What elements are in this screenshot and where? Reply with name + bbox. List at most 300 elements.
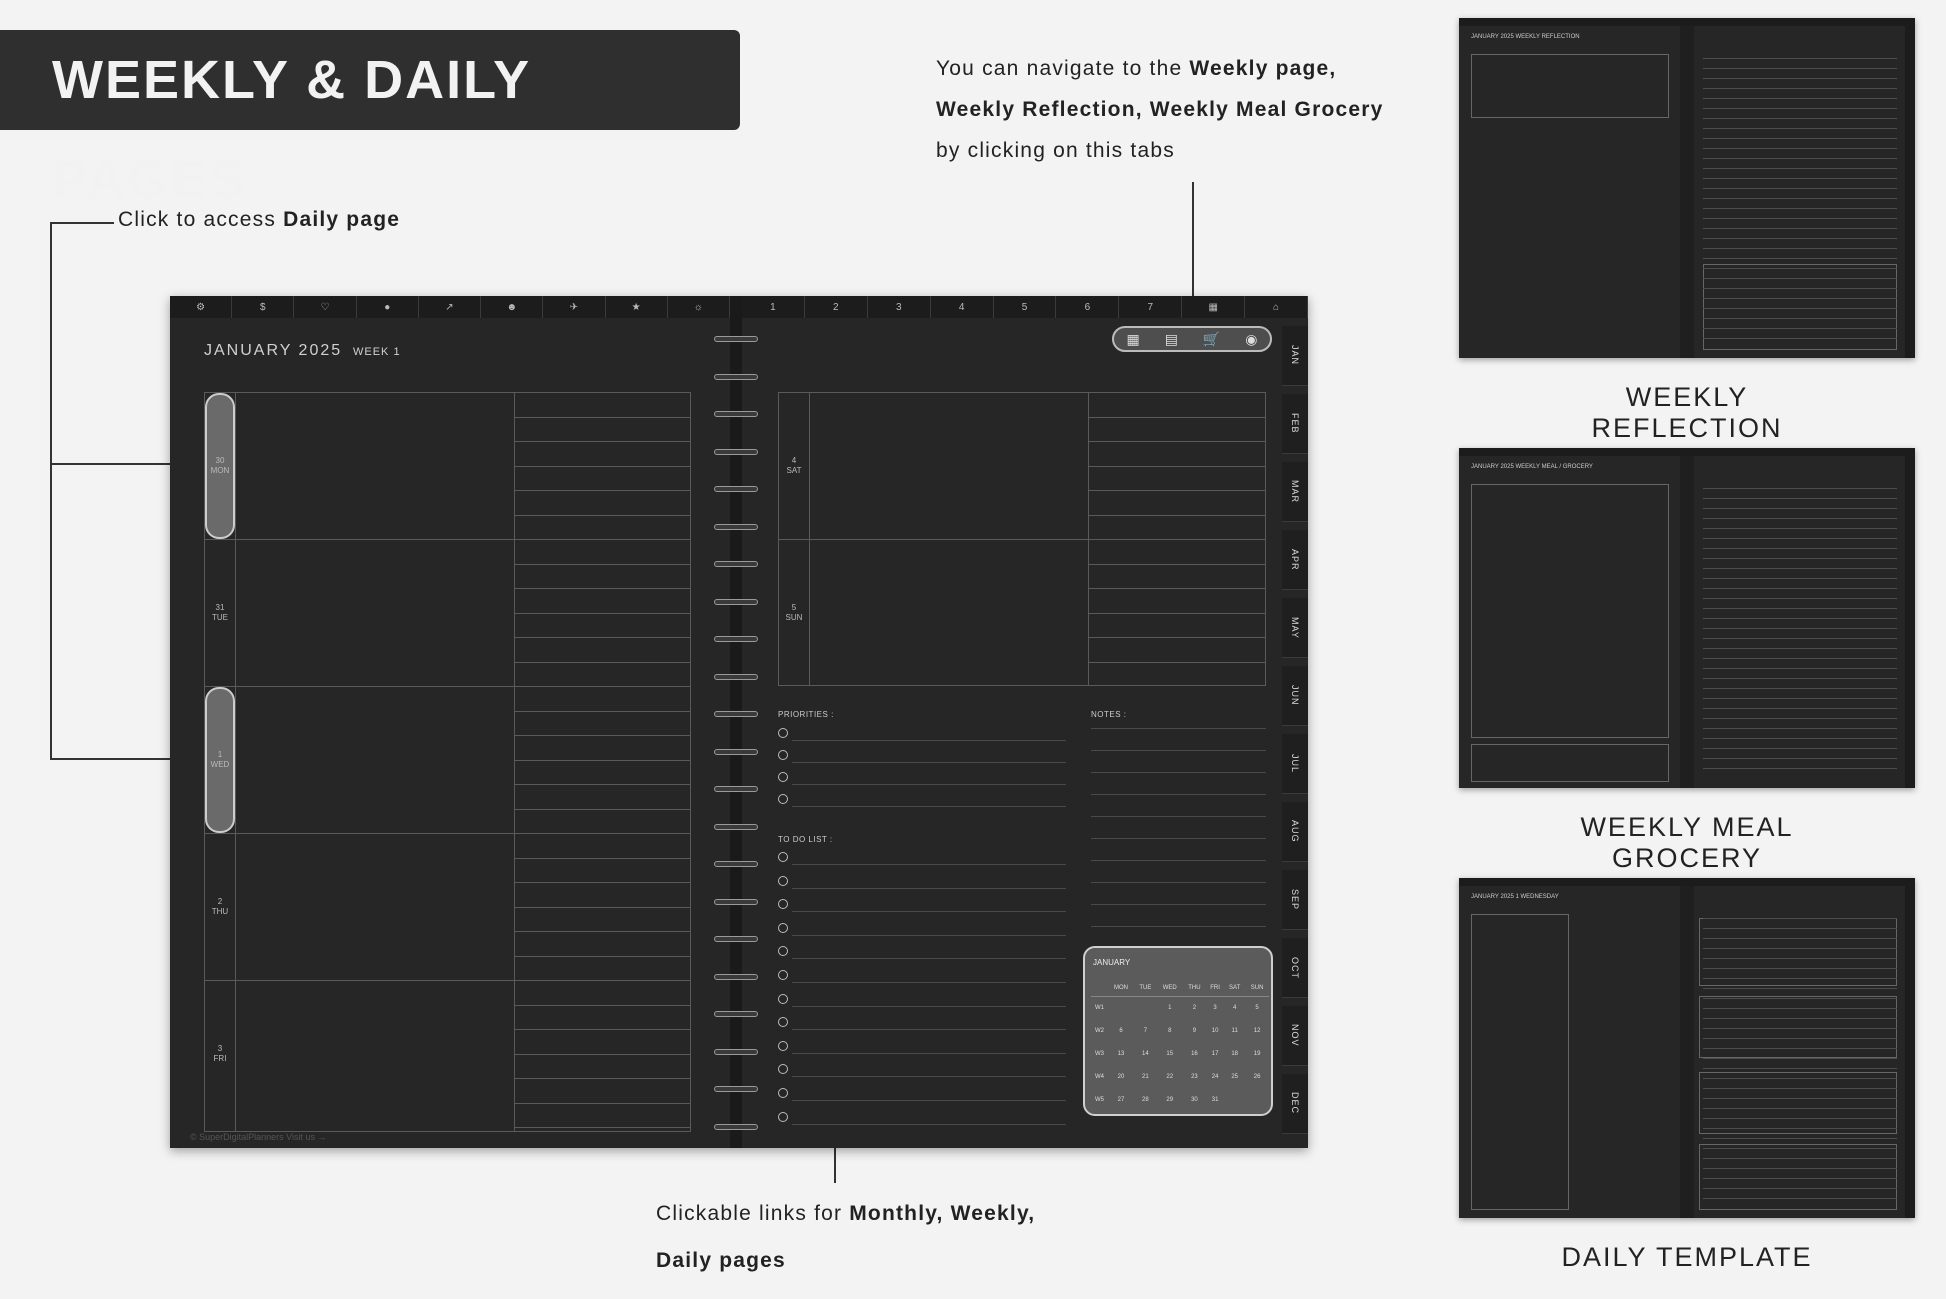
- note-line: [1088, 539, 1266, 540]
- thumb-line: [1703, 968, 1897, 969]
- thumb-daily-template[interactable]: [1459, 878, 1915, 1218]
- links-note-line1: Clickable links for: [656, 1202, 850, 1225]
- thumb-line: [1703, 108, 1897, 109]
- note-line: [514, 588, 691, 589]
- note-line: [1088, 613, 1266, 614]
- month-tab-jul[interactable]: JUL: [1282, 734, 1308, 794]
- note-line: [514, 833, 691, 834]
- month-tab-oct[interactable]: OCT: [1282, 938, 1308, 998]
- thumb-line: [1703, 58, 1897, 59]
- todo-checkbox: [778, 899, 788, 909]
- header-month: JANUARY 2025: [204, 342, 343, 359]
- calendar-day-link[interactable]: 13: [1117, 1050, 1125, 1057]
- month-tab-feb[interactable]: FEB: [1282, 394, 1308, 454]
- head-icon[interactable]: ☻: [481, 296, 543, 318]
- thumb-daily-title: JANUARY 2025 1 WEDNESDAY: [1471, 894, 1559, 900]
- calendar-week-link[interactable]: W3: [1094, 1050, 1104, 1057]
- thumb-line: [1703, 918, 1897, 919]
- day-label-5[interactable]: 5 SUN: [785, 603, 803, 622]
- daily-page-note: [118, 208, 400, 232]
- binder-ring: [714, 374, 758, 380]
- notes-line: [1091, 904, 1266, 905]
- binder-ring: [714, 636, 758, 642]
- weekly-reflection-icon[interactable]: ▤: [1164, 330, 1178, 347]
- week-day-tabs-bar: [742, 296, 1308, 318]
- month-tab-jan[interactable]: JAN: [1282, 326, 1308, 386]
- mini-calendar-table: [1091, 980, 1269, 1111]
- thumb-line: [1703, 568, 1897, 569]
- priority-checkbox: [778, 750, 788, 760]
- label-weekly-meal-grocery: WEEKLY MEAL GROCERY: [1580, 812, 1794, 873]
- priority-line: [792, 762, 1066, 763]
- thumb-line: [1703, 88, 1897, 89]
- todo-checkbox: [778, 1017, 788, 1027]
- note-line: [514, 686, 691, 687]
- thumb-line: [1703, 498, 1897, 499]
- thumb-line: [1703, 1158, 1897, 1159]
- todo-line: [792, 982, 1066, 983]
- daily-note-text: Click to access: [118, 208, 284, 231]
- thumb-line: [1703, 68, 1897, 69]
- note-line: [514, 1005, 691, 1006]
- calendar-weekday-header: [1091, 980, 1108, 996]
- thumb-line: [1703, 1078, 1897, 1079]
- notes-line: [1091, 750, 1266, 751]
- notes-line: [1091, 816, 1266, 817]
- note-line: [514, 931, 691, 932]
- calendar-day-link[interactable]: 8: [1168, 1027, 1172, 1034]
- thumb-line: [1703, 1178, 1897, 1179]
- category-tabs-bar: [170, 296, 730, 318]
- note-line: [1088, 466, 1266, 467]
- thumb-line: [1703, 638, 1897, 639]
- calendar-day-link[interactable]: 5: [1255, 1004, 1259, 1011]
- thumb-reflection-title: JANUARY 2025 WEEKLY REFLECTION: [1471, 34, 1580, 40]
- priority-checkbox: [778, 772, 788, 782]
- binder-ring: [714, 486, 758, 492]
- calendar-day-link: [1134, 996, 1157, 1019]
- thumb-line: [1703, 238, 1897, 239]
- thumb-meal-title: JANUARY 2025 WEEKLY MEAL / GROCERY: [1471, 464, 1593, 470]
- thumb-line: [1703, 978, 1897, 979]
- page-title: WEEKLY & DAILY PAGES: [0, 30, 740, 130]
- note-line: [1088, 417, 1266, 418]
- month-tab-jun[interactable]: JUN: [1282, 666, 1308, 726]
- thumb-line: [1703, 1188, 1897, 1189]
- note-line: [514, 956, 691, 957]
- day-label-30[interactable]: 30 MON: [210, 456, 230, 475]
- thumb-line: [1703, 618, 1897, 619]
- weekly-page-icon[interactable]: ▦: [1126, 330, 1140, 347]
- calendar-week-link[interactable]: W5: [1094, 1096, 1104, 1103]
- binder-ring: [714, 974, 758, 980]
- note-line: [514, 1103, 691, 1104]
- month-tab-nov[interactable]: NOV: [1282, 1006, 1308, 1066]
- runner-icon[interactable]: ★: [606, 296, 668, 318]
- calendar-day-link[interactable]: 20: [1117, 1073, 1125, 1080]
- thumb-line: [1703, 1138, 1897, 1139]
- calendar-icon[interactable]: ▦: [1182, 296, 1245, 318]
- note-line: [514, 466, 691, 467]
- note-line: [514, 613, 691, 614]
- thumb-line: [1703, 98, 1897, 99]
- note-line: [514, 662, 691, 663]
- thumb-line: [1703, 288, 1897, 289]
- thumb-line: [1703, 138, 1897, 139]
- links-note-bold2: Daily pages: [656, 1249, 786, 1272]
- note-line: [1088, 515, 1266, 516]
- label-daily-template: DAILY TEMPLATE: [1561, 1242, 1813, 1272]
- thumb-line: [1703, 168, 1897, 169]
- day-tab-3[interactable]: 3: [868, 296, 931, 318]
- note-line: [514, 784, 691, 785]
- calendar-day-link[interactable]: 28: [1142, 1096, 1149, 1103]
- calendar-week-link[interactable]: W2: [1094, 1027, 1104, 1034]
- thumb-line: [1703, 218, 1897, 219]
- thumb-line: [1703, 598, 1897, 599]
- calendar-day-link[interactable]: 6: [1119, 1027, 1123, 1034]
- thumb-line: [1703, 628, 1897, 629]
- calendar-day-link: [1224, 1088, 1245, 1111]
- home-icon[interactable]: ⌂: [1245, 296, 1308, 318]
- thumb-line: [1703, 328, 1897, 329]
- note-line: [514, 980, 691, 981]
- binder-ring: [714, 599, 758, 605]
- connector-line: [50, 222, 114, 224]
- todo-line: [792, 1053, 1066, 1054]
- todo-line: [792, 911, 1066, 912]
- thumb-line: [1703, 78, 1897, 79]
- thumb-line: [1703, 1118, 1897, 1119]
- binder-ring: [714, 1086, 758, 1092]
- calendar-day-link[interactable]: 25: [1231, 1073, 1239, 1080]
- calendar-day-link[interactable]: 26: [1253, 1073, 1261, 1080]
- thumb-line: [1703, 678, 1897, 679]
- thumb-line: [1703, 728, 1897, 729]
- notes-line: [1091, 882, 1266, 883]
- note-line: [514, 1029, 691, 1030]
- calendar-day-link[interactable]: 18: [1231, 1050, 1239, 1057]
- todo-line: [792, 864, 1066, 865]
- calendar-day-link[interactable]: 12: [1253, 1027, 1261, 1034]
- thumb-line: [1703, 648, 1897, 649]
- thumb-line: [1703, 508, 1897, 509]
- binder-ring: [714, 824, 758, 830]
- dumbbell-icon[interactable]: ⚙: [170, 296, 232, 318]
- notes-line: [1091, 860, 1266, 861]
- thumb-line: [1703, 158, 1897, 159]
- month-tab-mar[interactable]: MAR: [1282, 462, 1308, 522]
- todo-line: [792, 1006, 1066, 1007]
- day-tab-6[interactable]: 6: [1056, 296, 1119, 318]
- thumb-line: [1703, 528, 1897, 529]
- page-nav-tabs: [1112, 326, 1272, 352]
- day-tab-4[interactable]: 4: [931, 296, 994, 318]
- binder-ring: [714, 1049, 758, 1055]
- thumb-line: [1703, 1098, 1897, 1099]
- week-grid-left: [204, 392, 691, 1132]
- thumb-line: [1703, 268, 1897, 269]
- month-tab-sep[interactable]: SEP: [1282, 870, 1308, 930]
- calendar-weekday-header: MON: [1108, 980, 1134, 996]
- thumb-line: [1703, 1018, 1897, 1019]
- thumb-line: [1703, 928, 1897, 929]
- thumb-line: [1703, 768, 1897, 769]
- day-label-1[interactable]: 1 WED: [210, 750, 230, 769]
- thumb-weekly-meal[interactable]: [1459, 448, 1915, 788]
- calendar-day-link[interactable]: 24: [1211, 1073, 1219, 1080]
- calendar-day-link[interactable]: 19: [1253, 1050, 1261, 1057]
- thumb-line: [1703, 658, 1897, 659]
- planner-spread: [170, 296, 1308, 1148]
- thumb-line: [1703, 1068, 1897, 1069]
- todo-line: [792, 935, 1066, 936]
- day-tab-7[interactable]: 7: [1119, 296, 1182, 318]
- day-label-4[interactable]: 4 SAT: [786, 456, 802, 475]
- thumb-line: [1703, 988, 1897, 989]
- thumb-line: [1703, 228, 1897, 229]
- thumb-line: [1703, 248, 1897, 249]
- priority-checkbox: [778, 728, 788, 738]
- calendar-day-link[interactable]: 21: [1142, 1073, 1149, 1080]
- todo-checkbox: [778, 970, 788, 980]
- note-line: [1088, 588, 1266, 589]
- todo-line: [792, 1029, 1066, 1030]
- todo-line: [792, 1100, 1066, 1101]
- calendar-weekday-header: WED: [1157, 980, 1183, 996]
- footer-credit[interactable]: © SuperDigitalPlanners Visit us →: [190, 1132, 327, 1142]
- binder-ring: [714, 524, 758, 530]
- thumb-line: [1703, 758, 1897, 759]
- calendar-day-link[interactable]: 2: [1192, 1004, 1197, 1011]
- thumb-line: [1703, 1198, 1897, 1199]
- priority-checkbox: [778, 794, 788, 804]
- thumb-line: [1703, 308, 1897, 309]
- priorities-label: PRIORITIES :: [778, 710, 834, 719]
- todo-label: TO DO LIST :: [778, 835, 833, 844]
- thumb-line: [1703, 1128, 1897, 1129]
- calendar-day-link[interactable]: 17: [1211, 1050, 1219, 1057]
- note-line: [514, 564, 691, 565]
- notes-label: NOTES :: [1091, 710, 1127, 719]
- todo-line: [792, 1076, 1066, 1077]
- heart-icon[interactable]: ♡: [294, 296, 356, 318]
- thumb-line: [1703, 1048, 1897, 1049]
- calendar-day-link[interactable]: 30: [1191, 1096, 1198, 1103]
- todo-checkbox: [778, 946, 788, 956]
- todo-checkbox: [778, 1041, 788, 1051]
- month-tab-aug[interactable]: AUG: [1282, 802, 1308, 862]
- thumb-line: [1703, 258, 1897, 259]
- notes-line: [1091, 838, 1266, 839]
- note-line: [514, 858, 691, 859]
- thumb-line: [1703, 958, 1897, 959]
- calendar-day-link[interactable]: 7: [1143, 1027, 1148, 1034]
- calendar-weekday-header: SAT: [1224, 980, 1245, 996]
- calendar-day-link[interactable]: 22: [1166, 1073, 1174, 1080]
- day-tab-5[interactable]: 5: [994, 296, 1057, 318]
- daily-note-bold: Daily page: [283, 208, 401, 231]
- thumb-line: [1703, 118, 1897, 119]
- calendar-day-link[interactable]: 15: [1166, 1050, 1174, 1057]
- thumb-line: [1703, 948, 1897, 949]
- thumb-line: [1703, 488, 1897, 489]
- thumb-line: [1703, 588, 1897, 589]
- note-line: [514, 441, 691, 442]
- calendar-weekday-header: THU: [1183, 980, 1206, 996]
- month-tab-dec[interactable]: DEC: [1282, 1074, 1308, 1134]
- thumb-line: [1703, 548, 1897, 549]
- calendar-weekday-header: SUN: [1245, 980, 1269, 996]
- links-note: [656, 1190, 1035, 1284]
- calendar-day-link[interactable]: 11: [1231, 1027, 1238, 1034]
- links-note-bold1: Monthly, Weekly,: [849, 1202, 1036, 1225]
- todo-checkbox: [778, 852, 788, 862]
- plane-icon[interactable]: ✈: [543, 296, 605, 318]
- binder-ring: [714, 1011, 758, 1017]
- calendar-day-link[interactable]: 3: [1213, 1004, 1217, 1011]
- tabs-note-line3: by clicking on this tabs: [936, 139, 1175, 162]
- connector-line: [50, 222, 52, 760]
- thumb-line: [1703, 938, 1897, 939]
- note-line: [514, 539, 691, 540]
- thumb-line: [1703, 578, 1897, 579]
- thumb-line: [1703, 188, 1897, 189]
- calendar-day-link[interactable]: 27: [1117, 1096, 1125, 1103]
- binder-ring: [714, 561, 758, 567]
- thumb-line: [1703, 1008, 1897, 1009]
- binder-ring: [714, 711, 758, 717]
- thumb-line: [1703, 538, 1897, 539]
- chart-icon[interactable]: ↗: [419, 296, 481, 318]
- thumb-line: [1703, 688, 1897, 689]
- todo-line: [792, 958, 1066, 959]
- calendar-day-link: [1108, 996, 1134, 1019]
- todo-line: [792, 888, 1066, 889]
- month-tab-may[interactable]: MAY: [1282, 598, 1308, 658]
- todo-checkbox: [778, 1064, 788, 1074]
- thumb-line: [1703, 1108, 1897, 1109]
- thumb-line: [1703, 718, 1897, 719]
- thumb-line: [1703, 738, 1897, 739]
- notes-line: [1091, 772, 1266, 773]
- todo-checkbox: [778, 923, 788, 933]
- note-line: [514, 907, 691, 908]
- note-line: [514, 882, 691, 883]
- binder-ring: [714, 1124, 758, 1130]
- thumb-line: [1703, 128, 1897, 129]
- binder-ring: [714, 749, 758, 755]
- note-line: [1088, 441, 1266, 442]
- calendar-day-link[interactable]: 16: [1191, 1050, 1198, 1057]
- binder-ring: [714, 449, 758, 455]
- day-label-31[interactable]: 31 TUE: [212, 603, 228, 622]
- month-tab-apr[interactable]: APR: [1282, 530, 1308, 590]
- note-line: [514, 735, 691, 736]
- calendar-day-link[interactable]: 14: [1142, 1050, 1149, 1057]
- day-tab-1[interactable]: 1: [742, 296, 805, 318]
- thumb-line: [1703, 748, 1897, 749]
- notes-line: [1091, 728, 1266, 729]
- money-icon[interactable]: $: [232, 296, 294, 318]
- tabs-note-line1-bold: Weekly page,: [1189, 57, 1337, 80]
- apple-icon[interactable]: ●: [357, 296, 419, 318]
- thumb-line: [1703, 178, 1897, 179]
- calendar-day-link[interactable]: 23: [1191, 1073, 1198, 1080]
- meal-icon[interactable]: ◉: [1245, 330, 1258, 347]
- calendar-day-link[interactable]: 29: [1166, 1096, 1174, 1103]
- thumb-line: [1703, 278, 1897, 279]
- calendar-weekday-header: TUE: [1134, 980, 1157, 996]
- thumb-line: [1703, 198, 1897, 199]
- day-label-2[interactable]: 2 THU: [211, 897, 229, 916]
- note-line: [514, 809, 691, 810]
- todo-checkbox: [778, 1088, 788, 1098]
- thumb-line: [1703, 1028, 1897, 1029]
- calendar-day-link: [1245, 1088, 1269, 1111]
- thumb-line: [1703, 148, 1897, 149]
- mini-calendar-title: JANUARY: [1093, 958, 1131, 967]
- binder-ring: [714, 336, 758, 342]
- calendar-week-link[interactable]: W1: [1094, 1004, 1104, 1011]
- grocery-cart-icon[interactable]: 🛒: [1202, 330, 1221, 347]
- note-line: [514, 417, 691, 418]
- binder-ring: [714, 674, 758, 680]
- thumb-line: [1703, 608, 1897, 609]
- thumb-line: [1703, 708, 1897, 709]
- note-line: [514, 760, 691, 761]
- todo-line: [792, 1124, 1066, 1125]
- note-line: [514, 490, 691, 491]
- calendar-day-link[interactable]: 10: [1211, 1027, 1219, 1034]
- calendar-day-link[interactable]: 1: [1168, 1004, 1172, 1011]
- binder-ring: [714, 861, 758, 867]
- note-line: [514, 711, 691, 712]
- priority-line: [792, 784, 1066, 785]
- note-line: [1088, 662, 1266, 663]
- priority-line: [792, 806, 1066, 807]
- calendar-day-link[interactable]: 4: [1233, 1004, 1237, 1011]
- thumb-line: [1703, 208, 1897, 209]
- priority-line: [792, 740, 1066, 741]
- binder-ring: [714, 411, 758, 417]
- tabs-note: [936, 48, 1384, 171]
- sun-icon[interactable]: ☼: [668, 296, 730, 318]
- thumb-line: [1703, 338, 1897, 339]
- calendar-day-link[interactable]: 31: [1211, 1096, 1219, 1103]
- note-line: [514, 1078, 691, 1079]
- binder-ring: [714, 786, 758, 792]
- day-tab-2[interactable]: 2: [805, 296, 868, 318]
- thumb-line: [1703, 1168, 1897, 1169]
- label-weekly-reflection: WEEKLY REFLECTION: [1591, 382, 1783, 443]
- header-week: WEEK 1: [353, 346, 401, 358]
- mini-calendar: [1083, 946, 1273, 1116]
- notes-line: [1091, 926, 1266, 927]
- note-line: [1088, 564, 1266, 565]
- calendar-day-link[interactable]: 9: [1192, 1027, 1197, 1034]
- thumb-line: [1703, 1088, 1897, 1089]
- thumb-line: [1703, 698, 1897, 699]
- thumb-weekly-reflection[interactable]: [1459, 18, 1915, 358]
- day-label-3[interactable]: 3 FRI: [213, 1044, 227, 1063]
- note-line: [514, 637, 691, 638]
- calendar-week-link[interactable]: W4: [1094, 1073, 1104, 1080]
- thumb-line: [1703, 298, 1897, 299]
- todo-checkbox: [778, 1112, 788, 1122]
- note-line: [1088, 637, 1266, 638]
- thumb-line: [1703, 668, 1897, 669]
